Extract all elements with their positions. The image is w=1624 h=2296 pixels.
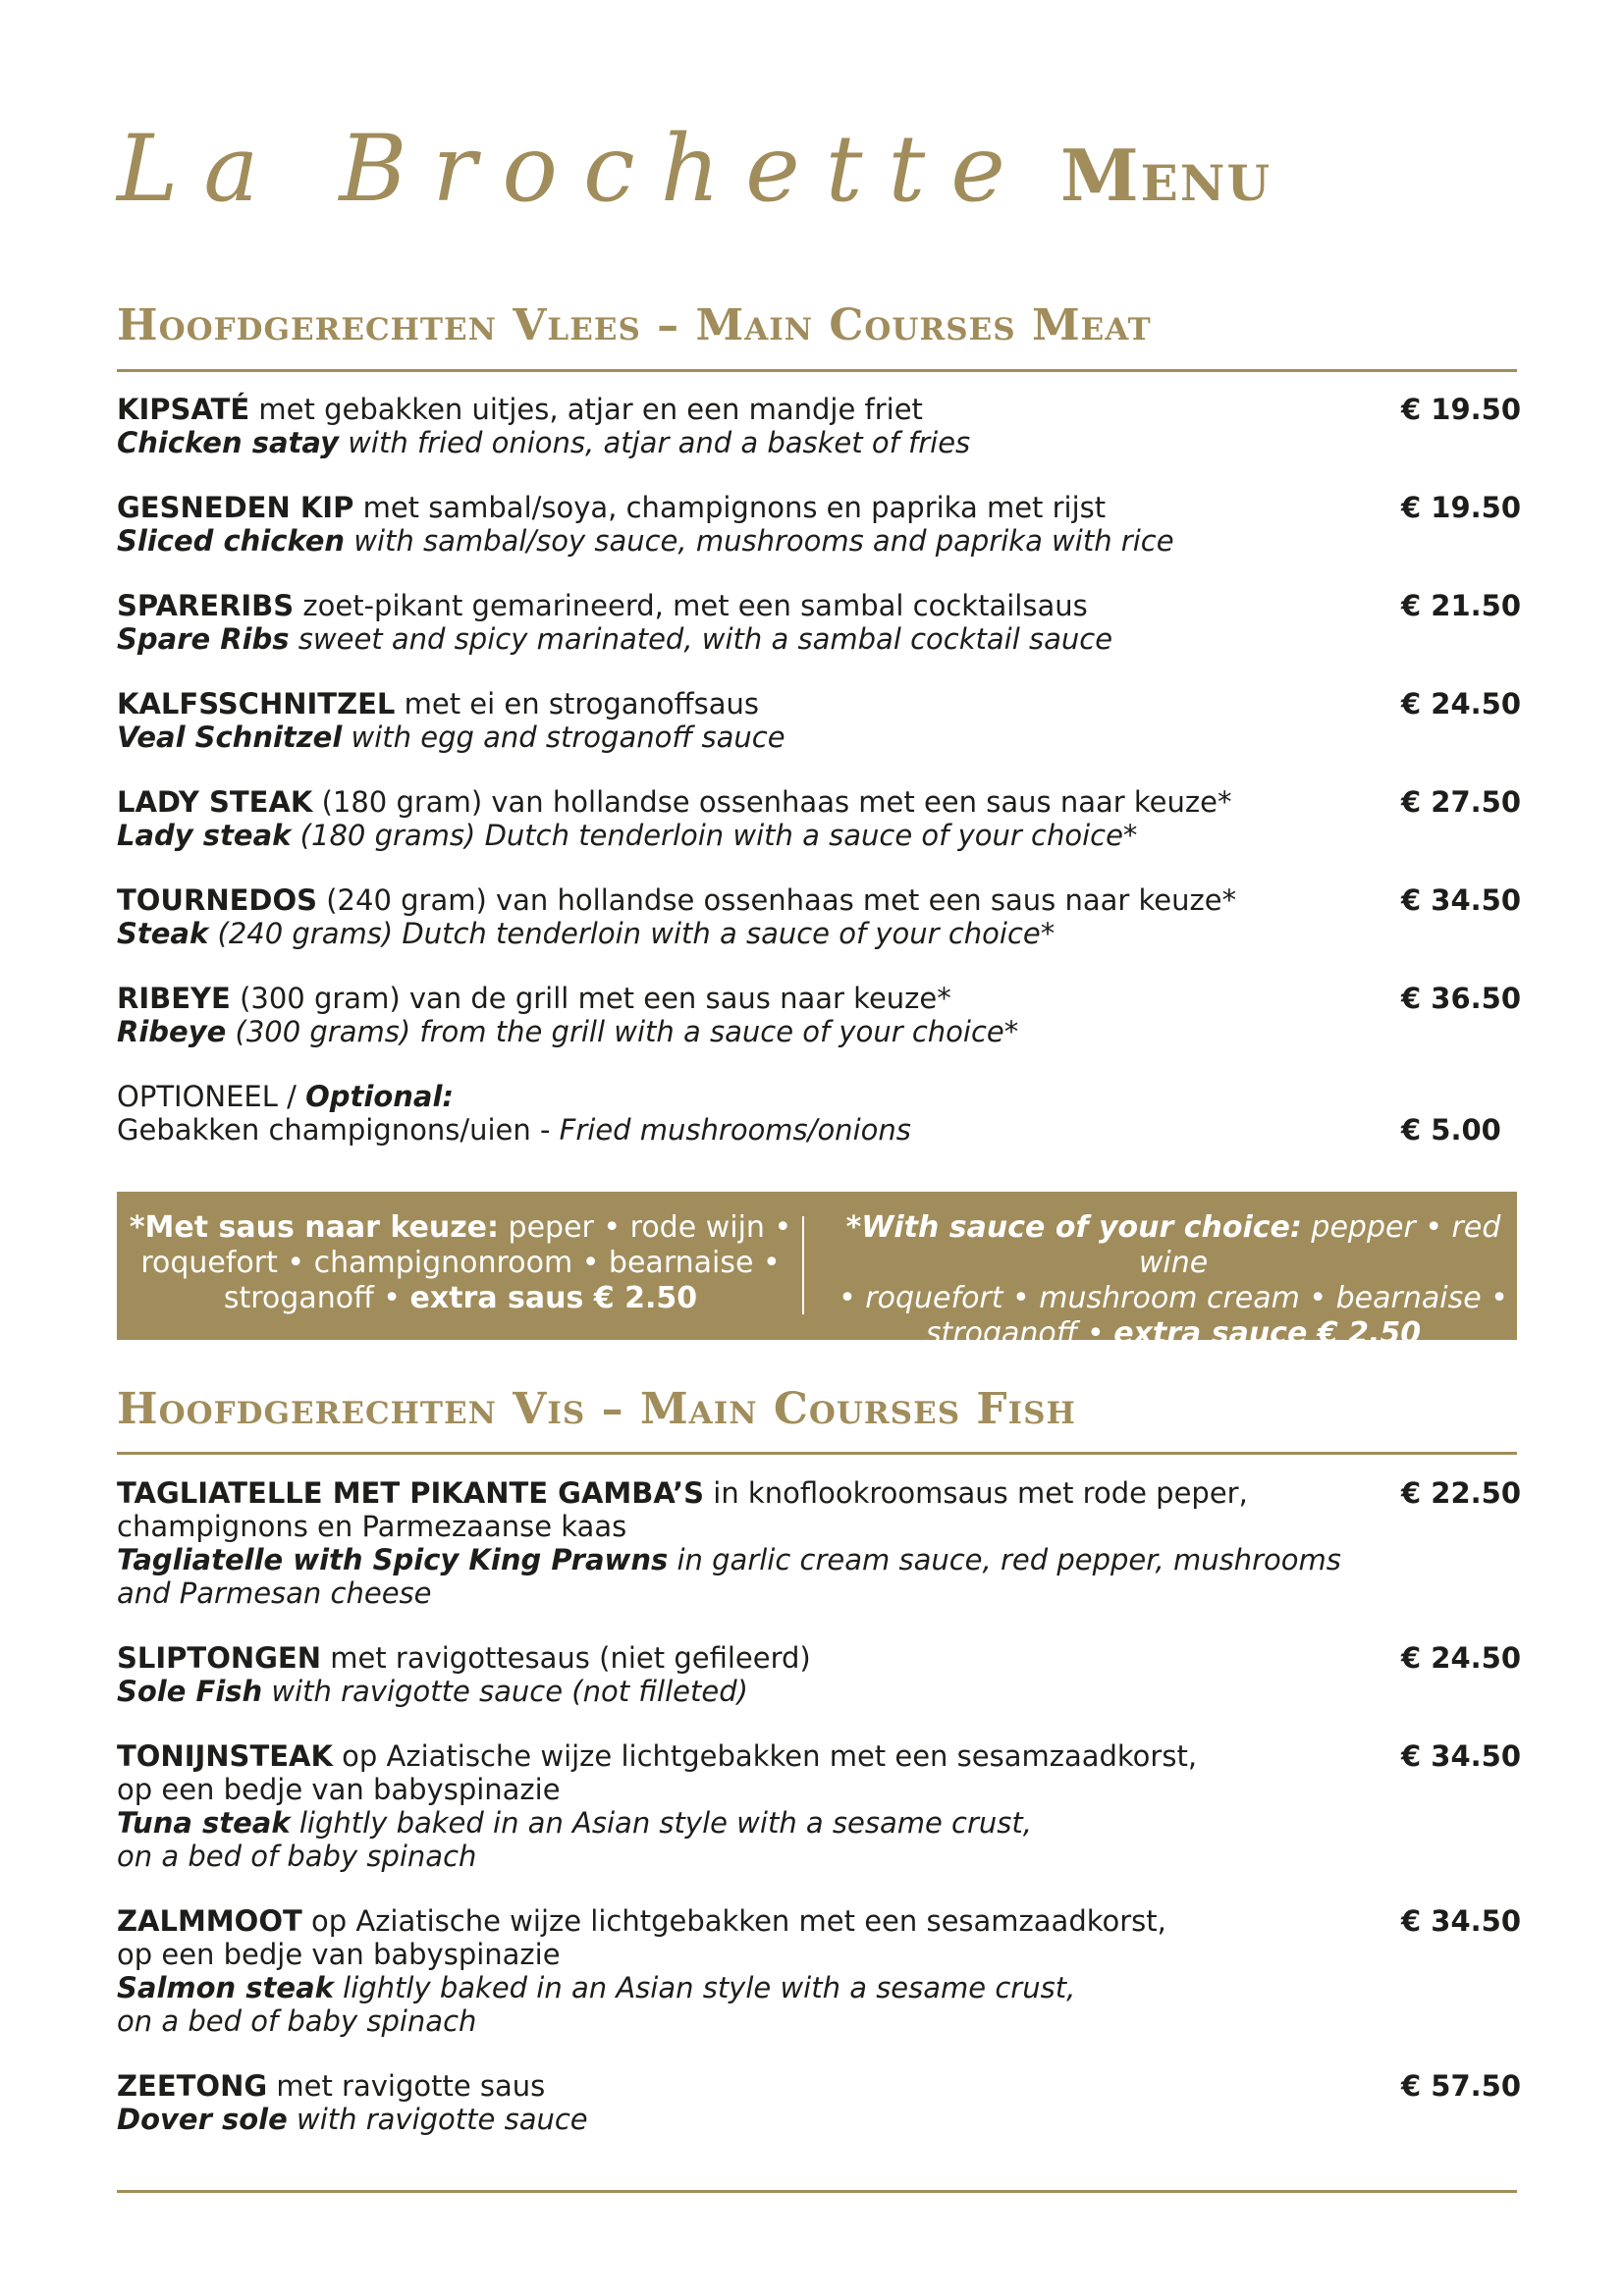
- sauce-choice-en: [830, 1210, 1517, 1352]
- item-description-nl: (300 gram) van de grill met een saus naar keuze*: [230, 982, 951, 1015]
- extra-sauce-price-nl: extra saus € 2.50: [409, 1281, 698, 1315]
- menu-item: [117, 1641, 1522, 1708]
- item-price: € 34.50: [1401, 1739, 1522, 1773]
- sauce-line-nl: roquefort • champignonroom • bearnaise •: [140, 1246, 781, 1280]
- menu-item: [117, 687, 1522, 754]
- item-description-nl: zoet-pikant gemarineerd, met een sambal cocktailsaus: [294, 589, 1088, 622]
- item-description-en: with ravigotte sauce: [287, 2103, 588, 2136]
- bottom-divider: [117, 2190, 1517, 2193]
- item-description-en: with egg and stroganoff sauce: [342, 721, 785, 754]
- item-price: € 36.50: [1401, 982, 1522, 1015]
- item-description-en: (240 grams) Dutch tenderloin with a sauce of your choice*: [208, 917, 1056, 950]
- menu-item: [117, 785, 1522, 852]
- item-description-nl: met gebakken uitjes, atjar en een mandje friet: [249, 393, 923, 426]
- item-price: € 22.50: [1401, 1476, 1522, 1510]
- optional-text-nl: Gebakken champignons/uien -: [117, 1113, 560, 1147]
- item-name-en: Veal Schnitzel: [117, 721, 343, 754]
- item-price: € 19.50: [1401, 393, 1522, 426]
- item-price: € 24.50: [1401, 1641, 1522, 1675]
- item-description-nl: met sambal/soya, champignons en paprika met rijst: [353, 491, 1107, 524]
- optional-label-nl: OPTIONEEL /: [117, 1080, 306, 1113]
- item-description-nl: in knoflookroomsaus met rode peper,: [704, 1476, 1248, 1510]
- item-description-en: (300 grams) from the grill with a sauce of your choice*: [226, 1015, 1019, 1048]
- item-description-en: in garlic cream sauce, red pepper, mushrooms: [668, 1543, 1341, 1576]
- item-name-nl: TAGLIATELLE MET PIKANTE GAMBA’S: [117, 1476, 705, 1510]
- item-name-nl: SLIPTONGEN: [117, 1641, 321, 1675]
- section-divider-fish: [117, 1452, 1517, 1455]
- item-description-nl: champignons en Parmezaanse kaas: [117, 1510, 627, 1543]
- sauce-line-en: pepper • red wine: [1138, 1210, 1501, 1280]
- item-name-en: Sole Fish: [117, 1675, 263, 1708]
- item-description-nl: (180 gram) van hollandse ossenhaas met een saus naar keuze*: [312, 785, 1232, 819]
- item-name-nl: RIBEYE: [117, 982, 231, 1015]
- item-price: € 34.50: [1401, 1904, 1522, 1938]
- fish-items-list: [117, 1476, 1522, 2136]
- item-name-nl: ZALMMOOT: [117, 1904, 302, 1938]
- menu-item: [117, 589, 1522, 656]
- item-price: € 24.50: [1401, 687, 1522, 721]
- restaurant-name: La Brochette: [117, 116, 1031, 223]
- item-description-nl: op Aziatische wijze lichtgebakken met een sesamzaadkorst,: [332, 1739, 1198, 1773]
- meat-items-list: [117, 393, 1522, 1147]
- item-name-nl: SPARERIBS: [117, 589, 295, 622]
- optional-text-en: Fried mushrooms/onions: [559, 1113, 911, 1147]
- item-description-en: lightly baked in an Asian style with a sesame crust,: [290, 1806, 1033, 1840]
- sauce-divider: [802, 1216, 804, 1314]
- item-name-nl: KALFSSCHNITZEL: [117, 687, 396, 721]
- item-description-en: on a bed of baby spinach: [117, 2004, 477, 2038]
- optional-price: € 5.00: [1401, 1113, 1501, 1147]
- item-price: € 21.50: [1401, 589, 1522, 622]
- item-price: € 27.50: [1401, 785, 1522, 819]
- item-description-en: with sambal/soy sauce, mushrooms and paprika with rice: [345, 524, 1174, 558]
- item-description-en: with fried onions, atjar and a basket of fries: [339, 426, 971, 459]
- item-name-nl: LADY STEAK: [117, 785, 313, 819]
- item-name-en: Tuna steak: [117, 1806, 291, 1840]
- menu-title: [117, 116, 1272, 234]
- extra-sauce-price-en: extra sauce € 2.50: [1113, 1316, 1422, 1351]
- item-description-nl: op een bedje van babyspinazie: [117, 1773, 561, 1806]
- item-name-nl: ZEETONG: [117, 2069, 268, 2103]
- sauce-line-nl: peper • rode wijn •: [499, 1210, 792, 1245]
- item-description-en: (180 grams) Dutch tenderloin with a sauce of your choice*: [291, 819, 1138, 852]
- section-heading-meat: Hoofdgerechten Vlees – Main Courses Meat: [117, 300, 1152, 350]
- item-description-nl: met ei en stroganoffsaus: [395, 687, 760, 721]
- item-description-nl: op een bedje van babyspinazie: [117, 1938, 561, 1971]
- sauce-title-en: *With sauce of your choice:: [845, 1210, 1302, 1245]
- optional-label-en: Optional:: [305, 1080, 455, 1113]
- item-name-en: Sliced chicken: [117, 524, 346, 558]
- item-name-en: Tagliatelle with Spicy King Prawns: [117, 1543, 669, 1576]
- item-name-en: Chicken satay: [117, 426, 339, 459]
- menu-item: [117, 491, 1522, 558]
- menu-item: [117, 883, 1522, 950]
- menu-item: [117, 393, 1522, 459]
- item-description-nl: met ravigottesaus (niet gefileerd): [321, 1641, 811, 1675]
- item-name-nl: TONIJNSTEAK: [117, 1739, 333, 1773]
- section-heading-fish: Hoofdgerechten Vis – Main Courses Fish: [117, 1384, 1076, 1434]
- item-price: € 57.50: [1401, 2069, 1522, 2103]
- item-description-nl: op Aziatische wijze lichtgebakken met een sesamzaadkorst,: [301, 1904, 1166, 1938]
- item-name-nl: GESNEDEN KIP: [117, 491, 354, 524]
- sauce-title-nl: *Met saus naar keuze:: [129, 1210, 499, 1245]
- item-name-en: Spare Ribs: [117, 622, 290, 656]
- item-name-nl: TOURNEDOS: [117, 883, 318, 917]
- item-price: € 19.50: [1401, 491, 1522, 524]
- sauce-choice-box: [117, 1192, 1517, 1351]
- menu-item: [117, 1739, 1522, 1873]
- menu-item: [117, 2069, 1522, 2136]
- item-description-en: sweet and spicy marinated, with a sambal cocktail sauce: [289, 622, 1113, 656]
- item-name-en: Dover sole: [117, 2103, 288, 2136]
- item-name-en: Salmon steak: [117, 1971, 334, 2004]
- item-description-nl: (240 gram) van hollandse ossenhaas met een saus naar keuze*: [317, 883, 1237, 917]
- item-name-en: Steak: [117, 917, 209, 950]
- item-description-en: lightly baked in an Asian style with a sesame crust,: [333, 1971, 1076, 2004]
- item-price: € 34.50: [1401, 883, 1522, 917]
- sauce-choice-nl: [117, 1210, 804, 1316]
- optional-extra: [117, 1080, 1517, 1147]
- item-description-nl: met ravigotte saus: [267, 2069, 546, 2103]
- menu-item: [117, 982, 1522, 1048]
- item-name-en: Lady steak: [117, 819, 292, 852]
- sauce-line-en: • roquefort • mushroom cream • bearnaise •: [839, 1281, 1508, 1315]
- sauce-line-en: stroganoff •: [925, 1316, 1114, 1351]
- section-divider-meat: [117, 369, 1517, 372]
- item-description-en: on a bed of baby spinach: [117, 1840, 477, 1873]
- menu-item: [117, 1476, 1522, 1610]
- menu-item: [117, 1904, 1522, 2038]
- item-description-en: with ravigotte sauce (not filleted): [262, 1675, 748, 1708]
- menu-word: Menu: [1059, 133, 1272, 217]
- item-name-en: Ribeye: [117, 1015, 227, 1048]
- sauce-line-nl: stroganoff •: [223, 1281, 410, 1315]
- item-name-nl: KIPSATÉ: [117, 393, 250, 426]
- item-description-en: and Parmesan cheese: [117, 1576, 432, 1610]
